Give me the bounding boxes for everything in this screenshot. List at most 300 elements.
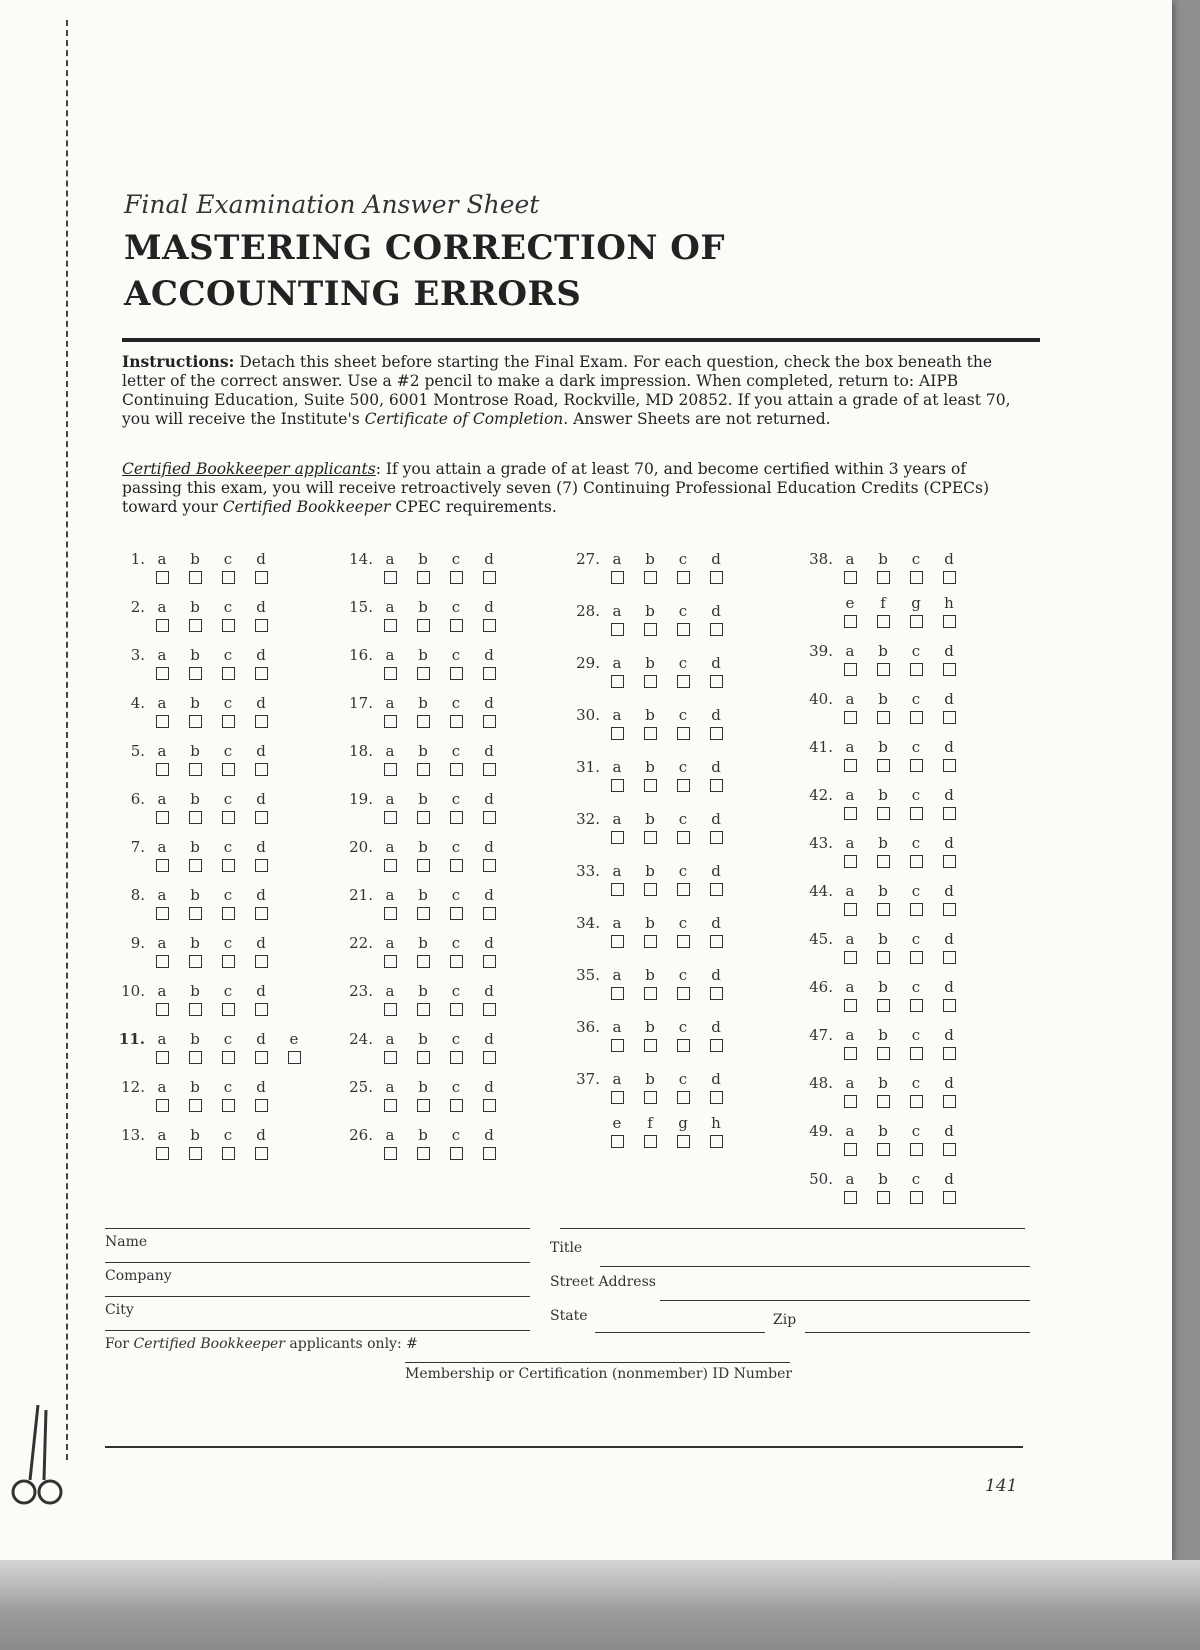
option-letter: a: [157, 742, 167, 760]
answer-checkbox[interactable]: [255, 715, 268, 728]
company-field[interactable]: [105, 1296, 530, 1297]
answer-checkbox[interactable]: [844, 615, 857, 628]
answer-checkbox[interactable]: [189, 1051, 202, 1064]
answer-checkbox[interactable]: [417, 859, 430, 872]
answer-checkbox[interactable]: [255, 571, 268, 584]
answer-checkbox[interactable]: [877, 999, 890, 1012]
answer-checkbox[interactable]: [450, 619, 463, 632]
answer-checkbox[interactable]: [943, 571, 956, 584]
answer-checkbox[interactable]: [450, 1147, 463, 1160]
answer-checkbox[interactable]: [156, 1051, 169, 1064]
answer-option-a: [839, 550, 861, 584]
answer-checkbox[interactable]: [222, 907, 235, 920]
question-2: [105, 598, 325, 646]
answer-option-d: [705, 1018, 727, 1052]
answer-checkbox[interactable]: [710, 623, 723, 636]
answer-checkbox[interactable]: [677, 831, 690, 844]
answer-checkbox[interactable]: [417, 1051, 430, 1064]
answer-checkbox[interactable]: [677, 779, 690, 792]
option-letter: b: [418, 646, 428, 664]
answer-checkbox[interactable]: [222, 1147, 235, 1160]
option-letter: d: [484, 886, 494, 904]
answer-checkbox[interactable]: [450, 571, 463, 584]
answer-checkbox[interactable]: [611, 1135, 624, 1148]
answer-checkbox[interactable]: [483, 1099, 496, 1112]
answer-checkbox[interactable]: [156, 619, 169, 632]
answer-checkbox[interactable]: [384, 1099, 397, 1112]
answer-checkbox[interactable]: [417, 907, 430, 920]
answer-checkbox[interactable]: [450, 955, 463, 968]
answer-checkbox[interactable]: [189, 619, 202, 632]
answer-checkbox[interactable]: [417, 571, 430, 584]
option-letter: d: [944, 1026, 954, 1044]
question-45: [793, 930, 1013, 978]
answer-checkbox[interactable]: [844, 1047, 857, 1060]
answer-option-b: [872, 550, 894, 584]
answer-checkbox[interactable]: [910, 711, 923, 724]
answer-checkbox[interactable]: [677, 727, 690, 740]
answer-checkbox[interactable]: [450, 763, 463, 776]
question-number: 17.: [349, 694, 373, 712]
answer-checkbox[interactable]: [910, 807, 923, 820]
answer-checkbox[interactable]: [156, 1099, 169, 1112]
answer-checkbox[interactable]: [710, 727, 723, 740]
answer-checkbox[interactable]: [611, 623, 624, 636]
answer-checkbox[interactable]: [943, 1047, 956, 1060]
answer-checkbox[interactable]: [910, 663, 923, 676]
answer-option-a: [151, 742, 173, 776]
answer-checkbox[interactable]: [222, 715, 235, 728]
answer-option-a: [839, 690, 861, 724]
answer-checkbox[interactable]: [611, 831, 624, 844]
answer-checkbox[interactable]: [189, 715, 202, 728]
option-letter: d: [256, 934, 266, 952]
answer-option-d: [478, 1078, 500, 1112]
option-letter: a: [612, 1018, 622, 1036]
answer-checkbox[interactable]: [844, 1191, 857, 1204]
answer-checkbox[interactable]: [644, 1135, 657, 1148]
answer-checkbox[interactable]: [943, 663, 956, 676]
answer-checkbox[interactable]: [255, 763, 268, 776]
answer-checkbox[interactable]: [877, 1047, 890, 1060]
answer-checkbox[interactable]: [384, 763, 397, 776]
id-caption: Membership or Certification (nonmember) ID Number: [405, 1366, 793, 1382]
id-number-field[interactable]: [405, 1362, 790, 1363]
answer-checkbox[interactable]: [844, 1143, 857, 1156]
answer-checkbox[interactable]: [255, 811, 268, 824]
answer-checkbox[interactable]: [384, 1051, 397, 1064]
answer-checkbox[interactable]: [417, 619, 430, 632]
answer-checkbox[interactable]: [384, 571, 397, 584]
option-letter: c: [911, 930, 921, 948]
answer-checkbox[interactable]: [255, 955, 268, 968]
answer-checkbox[interactable]: [910, 999, 923, 1012]
answer-checkbox[interactable]: [222, 811, 235, 824]
question-27: [560, 550, 780, 598]
option-letter: c: [678, 862, 688, 880]
answer-checkbox[interactable]: [417, 1099, 430, 1112]
answer-checkbox[interactable]: [156, 859, 169, 872]
option-letter: c: [451, 838, 461, 856]
answer-checkbox[interactable]: [943, 1191, 956, 1204]
answer-checkbox[interactable]: [384, 907, 397, 920]
question-36: [560, 1018, 780, 1066]
answer-checkbox[interactable]: [384, 1003, 397, 1016]
answer-option-c: [905, 930, 927, 964]
option-letter: d: [944, 930, 954, 948]
answer-checkbox[interactable]: [189, 1099, 202, 1112]
answer-checkbox[interactable]: [156, 571, 169, 584]
answer-checkbox[interactable]: [189, 907, 202, 920]
answer-checkbox[interactable]: [156, 667, 169, 680]
answer-option-d: [705, 966, 727, 1000]
answer-checkbox[interactable]: [222, 1003, 235, 1016]
answer-checkbox[interactable]: [710, 1091, 723, 1104]
answer-checkbox[interactable]: [450, 1099, 463, 1112]
answer-checkbox[interactable]: [483, 1147, 496, 1160]
answer-checkbox[interactable]: [710, 883, 723, 896]
option-letter: c: [451, 646, 461, 664]
answer-checkbox[interactable]: [450, 907, 463, 920]
answer-checkbox[interactable]: [910, 759, 923, 772]
answer-checkbox[interactable]: [189, 763, 202, 776]
answer-checkbox[interactable]: [483, 811, 496, 824]
answer-checkbox[interactable]: [943, 807, 956, 820]
answer-checkbox[interactable]: [156, 1003, 169, 1016]
answer-checkbox[interactable]: [877, 663, 890, 676]
answer-option-d: [705, 1070, 727, 1104]
answer-checkbox[interactable]: [844, 1095, 857, 1108]
state-field[interactable]: [595, 1332, 765, 1333]
answer-checkbox[interactable]: [877, 1143, 890, 1156]
answer-checkbox[interactable]: [910, 855, 923, 868]
answer-checkbox[interactable]: [483, 955, 496, 968]
answer-checkbox[interactable]: [417, 1147, 430, 1160]
answer-checkbox[interactable]: [910, 571, 923, 584]
answer-checkbox[interactable]: [644, 1091, 657, 1104]
answer-checkbox[interactable]: [417, 955, 430, 968]
answer-checkbox[interactable]: [844, 903, 857, 916]
answer-checkbox[interactable]: [189, 811, 202, 824]
answer-checkbox[interactable]: [222, 859, 235, 872]
option-letter: d: [484, 790, 494, 808]
answer-checkbox[interactable]: [255, 1003, 268, 1016]
option-letter: d: [944, 1170, 954, 1188]
answer-checkbox[interactable]: [483, 1051, 496, 1064]
answer-checkbox[interactable]: [677, 675, 690, 688]
name-field[interactable]: [105, 1262, 530, 1263]
option-letter: b: [418, 790, 428, 808]
answer-checkbox[interactable]: [644, 675, 657, 688]
answer-checkbox[interactable]: [222, 667, 235, 680]
question-number: 22.: [349, 934, 373, 952]
answer-option-a: [606, 602, 628, 636]
question-number: 37.: [576, 1070, 600, 1088]
answer-checkbox[interactable]: [877, 951, 890, 964]
answer-checkbox[interactable]: [710, 831, 723, 844]
answer-checkbox[interactable]: [710, 1135, 723, 1148]
option-letter: b: [190, 742, 200, 760]
question-number: 41.: [809, 738, 833, 756]
answer-checkbox[interactable]: [255, 667, 268, 680]
answer-option-d: [478, 598, 500, 632]
answer-checkbox[interactable]: [189, 571, 202, 584]
answer-checkbox[interactable]: [222, 619, 235, 632]
option-letter: c: [451, 1078, 461, 1096]
answer-checkbox[interactable]: [255, 907, 268, 920]
option-letter: a: [157, 886, 167, 904]
answer-option-d: [478, 646, 500, 680]
answer-checkbox[interactable]: [943, 615, 956, 628]
answer-checkbox[interactable]: [910, 1143, 923, 1156]
answer-checkbox[interactable]: [156, 763, 169, 776]
answer-checkbox[interactable]: [450, 1051, 463, 1064]
option-letter: d: [944, 738, 954, 756]
instructions-text: Detach this sheet before starting the Final Exam. For each question, check the box beneath the letter of the correct answer. Use a #2 pencil to make a dark impression. When completed, return to: AIPB Continuing Education, Suite 500, 6001 Montrose Road, Rockville, MD 20852. If you attain a grade of at least 70, you will receive the Institute's: [122, 353, 1011, 428]
question-number: 50.: [809, 1170, 833, 1188]
answer-checkbox[interactable]: [644, 571, 657, 584]
answer-checkbox[interactable]: [156, 1147, 169, 1160]
answer-checkbox[interactable]: [189, 859, 202, 872]
answer-checkbox[interactable]: [611, 727, 624, 740]
answer-checkbox[interactable]: [611, 571, 624, 584]
answer-checkbox[interactable]: [222, 763, 235, 776]
answer-checkbox[interactable]: [877, 759, 890, 772]
answer-checkbox[interactable]: [910, 1095, 923, 1108]
answer-checkbox[interactable]: [483, 1003, 496, 1016]
answer-checkbox[interactable]: [189, 667, 202, 680]
answer-checkbox[interactable]: [877, 807, 890, 820]
answer-checkbox[interactable]: [417, 715, 430, 728]
answer-checkbox[interactable]: [710, 935, 723, 948]
answer-checkbox[interactable]: [644, 935, 657, 948]
question-9: [105, 934, 325, 982]
answer-checkbox[interactable]: [156, 907, 169, 920]
option-letter: c: [451, 1030, 461, 1048]
answer-checkbox[interactable]: [222, 955, 235, 968]
option-letter: d: [711, 914, 721, 932]
answer-option-c: [672, 966, 694, 1000]
answer-checkbox[interactable]: [644, 883, 657, 896]
answer-checkbox[interactable]: [910, 1191, 923, 1204]
answer-checkbox[interactable]: [611, 935, 624, 948]
answer-checkbox[interactable]: [384, 955, 397, 968]
answer-checkbox[interactable]: [844, 999, 857, 1012]
answer-checkbox[interactable]: [384, 1147, 397, 1160]
answer-checkbox[interactable]: [877, 711, 890, 724]
answer-option-c: [217, 646, 239, 680]
answer-checkbox[interactable]: [483, 715, 496, 728]
answer-checkbox[interactable]: [384, 619, 397, 632]
answer-checkbox[interactable]: [844, 951, 857, 964]
answer-checkbox[interactable]: [417, 667, 430, 680]
answer-option-c: [217, 1030, 239, 1064]
option-letter: b: [418, 742, 428, 760]
answer-checkbox[interactable]: [844, 855, 857, 868]
title-field[interactable]: [600, 1266, 1030, 1267]
sheet-subtitle: Final Examination Answer Sheet: [124, 190, 540, 219]
answer-checkbox[interactable]: [483, 571, 496, 584]
answer-option-a: [606, 914, 628, 948]
answer-checkbox[interactable]: [384, 859, 397, 872]
question-26: [333, 1126, 553, 1174]
answer-checkbox[interactable]: [644, 779, 657, 792]
answer-checkbox[interactable]: [844, 571, 857, 584]
answer-option-a: [379, 1126, 401, 1160]
answer-checkbox[interactable]: [943, 999, 956, 1012]
answer-checkbox[interactable]: [677, 1091, 690, 1104]
answer-checkbox[interactable]: [677, 935, 690, 948]
answer-checkbox[interactable]: [910, 951, 923, 964]
answer-checkbox[interactable]: [677, 571, 690, 584]
answer-checkbox[interactable]: [450, 1003, 463, 1016]
option-letter: a: [385, 694, 395, 712]
answer-checkbox[interactable]: [483, 859, 496, 872]
answer-checkbox[interactable]: [417, 1003, 430, 1016]
answer-option-d: [250, 550, 272, 584]
answer-option-e: [839, 594, 861, 628]
answer-checkbox[interactable]: [943, 1143, 956, 1156]
answer-checkbox[interactable]: [877, 1191, 890, 1204]
answer-checkbox[interactable]: [677, 883, 690, 896]
answer-option-a: [839, 1074, 861, 1108]
street-field[interactable]: [660, 1300, 1030, 1301]
answer-checkbox[interactable]: [943, 903, 956, 916]
answer-option-c: [217, 934, 239, 968]
answer-checkbox[interactable]: [255, 619, 268, 632]
question-number: 1.: [130, 550, 145, 568]
answer-checkbox[interactable]: [877, 1095, 890, 1108]
question-48: [793, 1074, 1013, 1122]
option-letter: c: [678, 550, 688, 568]
answer-checkbox[interactable]: [450, 715, 463, 728]
option-letter: d: [711, 810, 721, 828]
answer-checkbox[interactable]: [384, 811, 397, 824]
answer-checkbox[interactable]: [222, 571, 235, 584]
answer-option-a: [151, 886, 173, 920]
answer-checkbox[interactable]: [611, 987, 624, 1000]
answer-checkbox[interactable]: [677, 1039, 690, 1052]
answer-checkbox[interactable]: [877, 855, 890, 868]
option-letter: d: [711, 1070, 721, 1088]
answer-checkbox[interactable]: [644, 623, 657, 636]
answer-checkbox[interactable]: [943, 711, 956, 724]
answer-checkbox[interactable]: [483, 907, 496, 920]
option-letter: b: [878, 1122, 888, 1140]
answer-checkbox[interactable]: [943, 951, 956, 964]
answer-checkbox[interactable]: [222, 1051, 235, 1064]
question-46: [793, 978, 1013, 1026]
answer-option-b: [184, 886, 206, 920]
answer-checkbox[interactable]: [483, 763, 496, 776]
question-12: [105, 1078, 325, 1126]
answer-checkbox[interactable]: [222, 1099, 235, 1112]
answer-checkbox[interactable]: [384, 715, 397, 728]
answer-checkbox[interactable]: [288, 1051, 301, 1064]
answer-checkbox[interactable]: [189, 1147, 202, 1160]
answer-option-d: [938, 930, 960, 964]
answer-option-b: [412, 1126, 434, 1160]
answer-checkbox[interactable]: [483, 619, 496, 632]
answer-checkbox[interactable]: [255, 1099, 268, 1112]
answer-checkbox[interactable]: [450, 859, 463, 872]
answer-checkbox[interactable]: [943, 855, 956, 868]
answer-checkbox[interactable]: [417, 811, 430, 824]
answer-checkbox[interactable]: [255, 859, 268, 872]
answer-checkbox[interactable]: [644, 727, 657, 740]
city-field[interactable]: [105, 1330, 530, 1331]
answer-checkbox[interactable]: [677, 623, 690, 636]
answer-option-c: [445, 838, 467, 872]
answer-checkbox[interactable]: [156, 715, 169, 728]
answer-checkbox[interactable]: [877, 571, 890, 584]
question-30: [560, 706, 780, 754]
answer-checkbox[interactable]: [644, 831, 657, 844]
answer-option-b: [639, 914, 661, 948]
answer-option-a: [606, 654, 628, 688]
question-number: 35.: [576, 966, 600, 984]
answer-checkbox[interactable]: [450, 667, 463, 680]
answer-checkbox[interactable]: [417, 763, 430, 776]
answer-option-h: [705, 1114, 727, 1148]
answer-checkbox[interactable]: [450, 811, 463, 824]
option-letter: d: [711, 966, 721, 984]
course-title-line2: ACCOUNTING ERRORS: [124, 274, 582, 314]
answer-checkbox[interactable]: [910, 615, 923, 628]
answer-checkbox[interactable]: [877, 903, 890, 916]
option-letter: c: [451, 1126, 461, 1144]
answer-checkbox[interactable]: [483, 667, 496, 680]
answer-checkbox[interactable]: [255, 1051, 268, 1064]
answer-checkbox[interactable]: [156, 955, 169, 968]
answer-checkbox[interactable]: [644, 987, 657, 1000]
answer-checkbox[interactable]: [844, 663, 857, 676]
answer-checkbox[interactable]: [844, 711, 857, 724]
answer-checkbox[interactable]: [910, 1047, 923, 1060]
answer-checkbox[interactable]: [156, 811, 169, 824]
answer-checkbox[interactable]: [943, 759, 956, 772]
answer-checkbox[interactable]: [677, 987, 690, 1000]
answer-checkbox[interactable]: [710, 1039, 723, 1052]
answer-option-b: [184, 598, 206, 632]
answer-checkbox[interactable]: [910, 903, 923, 916]
question-number: 11.: [118, 1030, 145, 1048]
zip-field[interactable]: [805, 1332, 1030, 1333]
answer-checkbox[interactable]: [677, 1135, 690, 1148]
answer-checkbox[interactable]: [710, 675, 723, 688]
answer-checkbox[interactable]: [844, 759, 857, 772]
answer-checkbox[interactable]: [611, 1091, 624, 1104]
answer-checkbox[interactable]: [877, 615, 890, 628]
answer-checkbox[interactable]: [611, 1039, 624, 1052]
answer-option-a: [839, 1170, 861, 1204]
answer-checkbox[interactable]: [255, 1147, 268, 1160]
answer-checkbox[interactable]: [189, 1003, 202, 1016]
answer-checkbox[interactable]: [611, 675, 624, 688]
option-letter: c: [223, 838, 233, 856]
answer-checkbox[interactable]: [189, 955, 202, 968]
answer-checkbox[interactable]: [384, 667, 397, 680]
answer-checkbox[interactable]: [611, 883, 624, 896]
option-letter: a: [385, 550, 395, 568]
answer-checkbox[interactable]: [943, 1095, 956, 1108]
answer-checkbox[interactable]: [644, 1039, 657, 1052]
answer-checkbox[interactable]: [710, 779, 723, 792]
answer-checkbox[interactable]: [844, 807, 857, 820]
answer-checkbox[interactable]: [611, 779, 624, 792]
answer-checkbox[interactable]: [710, 987, 723, 1000]
answer-checkbox[interactable]: [710, 571, 723, 584]
